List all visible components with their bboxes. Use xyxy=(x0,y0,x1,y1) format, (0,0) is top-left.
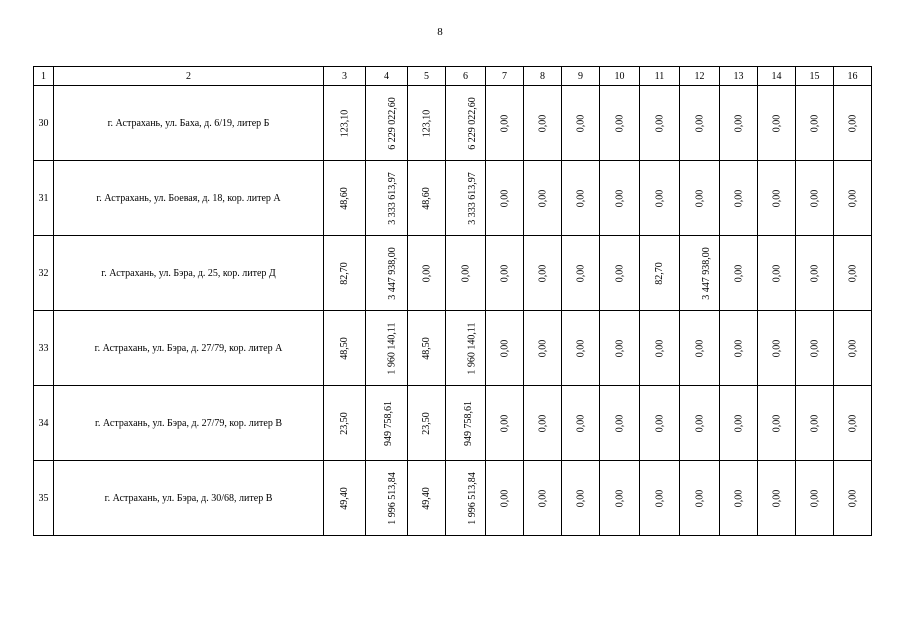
value-text: 0,00 xyxy=(847,489,858,507)
value-text: 0,00 xyxy=(614,414,625,432)
address-cell: г. Астрахань, ул. Бэра, д. 25, кор. литер Д xyxy=(54,236,324,311)
value-cell xyxy=(796,161,834,236)
value-cell xyxy=(834,461,872,536)
value-cell xyxy=(680,86,720,161)
value-cell xyxy=(600,236,640,311)
value-cell xyxy=(758,386,796,461)
row-number: 31 xyxy=(34,161,54,236)
value-cell xyxy=(562,461,600,536)
value-cell xyxy=(408,236,446,311)
value-cell xyxy=(324,86,366,161)
value-cell xyxy=(720,311,758,386)
column-header: 10 xyxy=(600,67,640,86)
value-cell xyxy=(720,461,758,536)
value-cell xyxy=(366,311,408,386)
value-text: 0,00 xyxy=(499,114,510,132)
value-cell xyxy=(324,461,366,536)
value-text: 0,00 xyxy=(809,114,820,132)
value-cell xyxy=(524,86,562,161)
value-text: 0,00 xyxy=(847,264,858,282)
value-cell xyxy=(366,461,408,536)
value-text: 0,00 xyxy=(614,264,625,282)
value-cell xyxy=(524,461,562,536)
value-text: 82,70 xyxy=(339,261,350,285)
value-cell xyxy=(758,461,796,536)
value-text: 0,00 xyxy=(537,189,548,207)
row-number: 32 xyxy=(34,236,54,311)
column-header: 7 xyxy=(486,67,524,86)
value-cell xyxy=(562,161,600,236)
value-cell xyxy=(446,461,486,536)
value-text: 0,00 xyxy=(614,114,625,132)
value-text: 0,00 xyxy=(499,414,510,432)
value-text: 0,00 xyxy=(654,189,665,207)
value-cell xyxy=(834,161,872,236)
value-cell xyxy=(408,461,446,536)
value-cell xyxy=(446,161,486,236)
value-cell xyxy=(834,236,872,311)
value-cell xyxy=(680,161,720,236)
value-text: 0,00 xyxy=(771,414,782,432)
header-row xyxy=(34,67,872,86)
address-cell: г. Астрахань, ул. Бэра, д. 30/68, литер В xyxy=(54,461,324,536)
value-cell xyxy=(796,386,834,461)
value-cell xyxy=(834,386,872,461)
value-text: 49,40 xyxy=(421,486,432,510)
column-header: 12 xyxy=(680,67,720,86)
value-text: 123,10 xyxy=(339,109,350,137)
value-cell xyxy=(600,386,640,461)
column-header: 2 xyxy=(54,67,324,86)
column-header: 6 xyxy=(446,67,486,86)
column-header: 5 xyxy=(408,67,446,86)
value-text: 0,00 xyxy=(733,414,744,432)
column-header: 16 xyxy=(834,67,872,86)
value-text: 0,00 xyxy=(499,189,510,207)
value-text: 0,00 xyxy=(733,114,744,132)
value-text: 0,00 xyxy=(575,489,586,507)
value-cell xyxy=(366,86,408,161)
value-cell xyxy=(680,311,720,386)
value-text: 0,00 xyxy=(694,414,705,432)
value-cell xyxy=(524,386,562,461)
value-cell xyxy=(680,461,720,536)
column-header: 14 xyxy=(758,67,796,86)
value-text: 0,00 xyxy=(575,414,586,432)
value-text: 6 229 022,60 xyxy=(466,96,478,150)
value-cell xyxy=(366,386,408,461)
value-text: 0,00 xyxy=(537,114,548,132)
value-cell xyxy=(408,161,446,236)
address-cell: г. Астрахань, ул. Боевая, д. 18, кор. литер А xyxy=(54,161,324,236)
value-cell xyxy=(486,386,524,461)
value-text: 123,10 xyxy=(421,109,432,137)
value-cell xyxy=(486,236,524,311)
value-cell xyxy=(640,161,680,236)
table-row xyxy=(34,236,872,311)
value-cell xyxy=(796,311,834,386)
value-cell xyxy=(366,161,408,236)
row-number: 33 xyxy=(34,311,54,386)
value-text: 0,00 xyxy=(654,414,665,432)
value-text: 0,00 xyxy=(733,189,744,207)
value-text: 0,00 xyxy=(499,489,510,507)
value-cell xyxy=(408,311,446,386)
value-text: 0,00 xyxy=(499,339,510,357)
address-cell: г. Астрахань, ул. Бэра, д. 27/79, кор. литер В xyxy=(54,386,324,461)
value-cell xyxy=(680,236,720,311)
column-header: 3 xyxy=(324,67,366,86)
value-text: 3 447 938,00 xyxy=(386,246,398,300)
value-cell xyxy=(446,86,486,161)
column-header: 15 xyxy=(796,67,834,86)
value-text: 0,00 xyxy=(575,189,586,207)
value-text: 0,00 xyxy=(537,414,548,432)
value-text: 0,00 xyxy=(847,339,858,357)
value-cell xyxy=(758,86,796,161)
value-text: 0,00 xyxy=(499,264,510,282)
value-cell xyxy=(408,386,446,461)
value-text: 1 996 513,84 xyxy=(386,471,398,525)
value-text: 23,50 xyxy=(339,411,350,435)
table-row xyxy=(34,386,872,461)
column-header: 8 xyxy=(524,67,562,86)
value-text: 0,00 xyxy=(733,489,744,507)
value-cell xyxy=(796,86,834,161)
value-cell xyxy=(758,236,796,311)
address-cell: г. Астрахань, ул. Бэра, д. 27/79, кор. литер А xyxy=(54,311,324,386)
table-row xyxy=(34,461,872,536)
value-cell xyxy=(600,461,640,536)
value-text: 0,00 xyxy=(809,264,820,282)
value-text: 3 333 613,97 xyxy=(466,171,478,225)
value-cell xyxy=(486,86,524,161)
value-cell xyxy=(758,311,796,386)
value-cell xyxy=(600,161,640,236)
column-header: 1 xyxy=(34,67,54,86)
value-text: 0,00 xyxy=(694,489,705,507)
value-text: 949 758,61 xyxy=(383,400,394,446)
value-text: 0,00 xyxy=(654,114,665,132)
row-number: 34 xyxy=(34,386,54,461)
value-cell xyxy=(524,161,562,236)
value-text: 0,00 xyxy=(733,339,744,357)
column-header: 11 xyxy=(640,67,680,86)
value-text: 0,00 xyxy=(575,114,586,132)
value-cell xyxy=(680,386,720,461)
value-cell xyxy=(446,386,486,461)
value-text: 0,00 xyxy=(537,264,548,282)
column-header: 13 xyxy=(720,67,758,86)
value-cell xyxy=(562,236,600,311)
page-number: 8 xyxy=(437,26,443,38)
value-cell xyxy=(324,236,366,311)
value-text: 0,00 xyxy=(809,189,820,207)
column-header: 9 xyxy=(562,67,600,86)
data-table xyxy=(33,66,872,536)
value-text: 82,70 xyxy=(654,261,665,285)
value-text: 6 229 022,60 xyxy=(386,96,398,150)
value-cell xyxy=(446,311,486,386)
table-body xyxy=(34,86,872,536)
value-cell xyxy=(758,161,796,236)
value-cell xyxy=(796,236,834,311)
value-text: 23,50 xyxy=(421,411,432,435)
address-cell: г. Астрахань, ул. Баха, д. 6/19, литер Б xyxy=(54,86,324,161)
value-text: 0,00 xyxy=(654,489,665,507)
value-cell xyxy=(640,461,680,536)
value-cell xyxy=(600,311,640,386)
value-text: 0,00 xyxy=(809,414,820,432)
value-text: 0,00 xyxy=(847,114,858,132)
value-cell xyxy=(640,311,680,386)
row-number: 35 xyxy=(34,461,54,536)
value-cell xyxy=(720,386,758,461)
value-text: 3 447 938,00 xyxy=(700,246,712,300)
value-text: 0,00 xyxy=(537,339,548,357)
value-text: 0,00 xyxy=(847,414,858,432)
value-cell xyxy=(640,236,680,311)
value-cell xyxy=(562,86,600,161)
value-cell xyxy=(446,236,486,311)
value-cell xyxy=(640,386,680,461)
value-cell xyxy=(562,311,600,386)
value-text: 0,00 xyxy=(614,489,625,507)
row-number: 30 xyxy=(34,86,54,161)
value-cell xyxy=(720,236,758,311)
value-text: 0,00 xyxy=(614,189,625,207)
value-cell xyxy=(640,86,680,161)
value-cell xyxy=(408,86,446,161)
value-text: 0,00 xyxy=(847,189,858,207)
value-text: 0,00 xyxy=(654,339,665,357)
value-cell xyxy=(366,236,408,311)
value-text: 0,00 xyxy=(614,339,625,357)
value-text: 48,60 xyxy=(421,186,432,210)
value-text: 0,00 xyxy=(537,489,548,507)
value-cell xyxy=(324,311,366,386)
value-cell xyxy=(524,311,562,386)
value-text: 0,00 xyxy=(694,189,705,207)
value-text: 1 960 140,11 xyxy=(466,321,478,375)
value-text: 0,00 xyxy=(771,339,782,357)
value-text: 0,00 xyxy=(809,489,820,507)
table-row xyxy=(34,311,872,386)
value-cell xyxy=(486,161,524,236)
value-text: 48,50 xyxy=(339,336,350,360)
value-text: 0,00 xyxy=(733,264,744,282)
value-cell xyxy=(524,236,562,311)
table-row xyxy=(34,86,872,161)
value-text: 0,00 xyxy=(771,114,782,132)
value-text: 1 960 140,11 xyxy=(386,321,398,375)
value-cell xyxy=(486,311,524,386)
value-cell xyxy=(600,86,640,161)
value-text: 0,00 xyxy=(575,339,586,357)
value-text: 0,00 xyxy=(771,489,782,507)
value-cell xyxy=(324,386,366,461)
value-text: 3 333 613,97 xyxy=(386,171,398,225)
value-cell xyxy=(834,86,872,161)
value-text: 0,00 xyxy=(575,264,586,282)
column-header: 4 xyxy=(366,67,408,86)
value-text: 48,60 xyxy=(339,186,350,210)
table-row xyxy=(34,161,872,236)
value-text: 0,00 xyxy=(809,339,820,357)
value-text: 0,00 xyxy=(771,189,782,207)
value-cell xyxy=(796,461,834,536)
value-cell xyxy=(720,161,758,236)
value-text: 1 996 513,84 xyxy=(466,471,478,525)
value-text: 49,40 xyxy=(339,486,350,510)
value-cell xyxy=(834,311,872,386)
value-cell xyxy=(562,386,600,461)
value-text: 0,00 xyxy=(694,339,705,357)
value-cell xyxy=(486,461,524,536)
value-cell xyxy=(324,161,366,236)
value-text: 0,00 xyxy=(694,114,705,132)
value-text: 48,50 xyxy=(421,336,432,360)
value-text: 0,00 xyxy=(771,264,782,282)
value-text: 0,00 xyxy=(460,264,471,282)
value-text: 949 758,61 xyxy=(463,400,474,446)
value-text: 0,00 xyxy=(421,264,432,282)
value-cell xyxy=(720,86,758,161)
